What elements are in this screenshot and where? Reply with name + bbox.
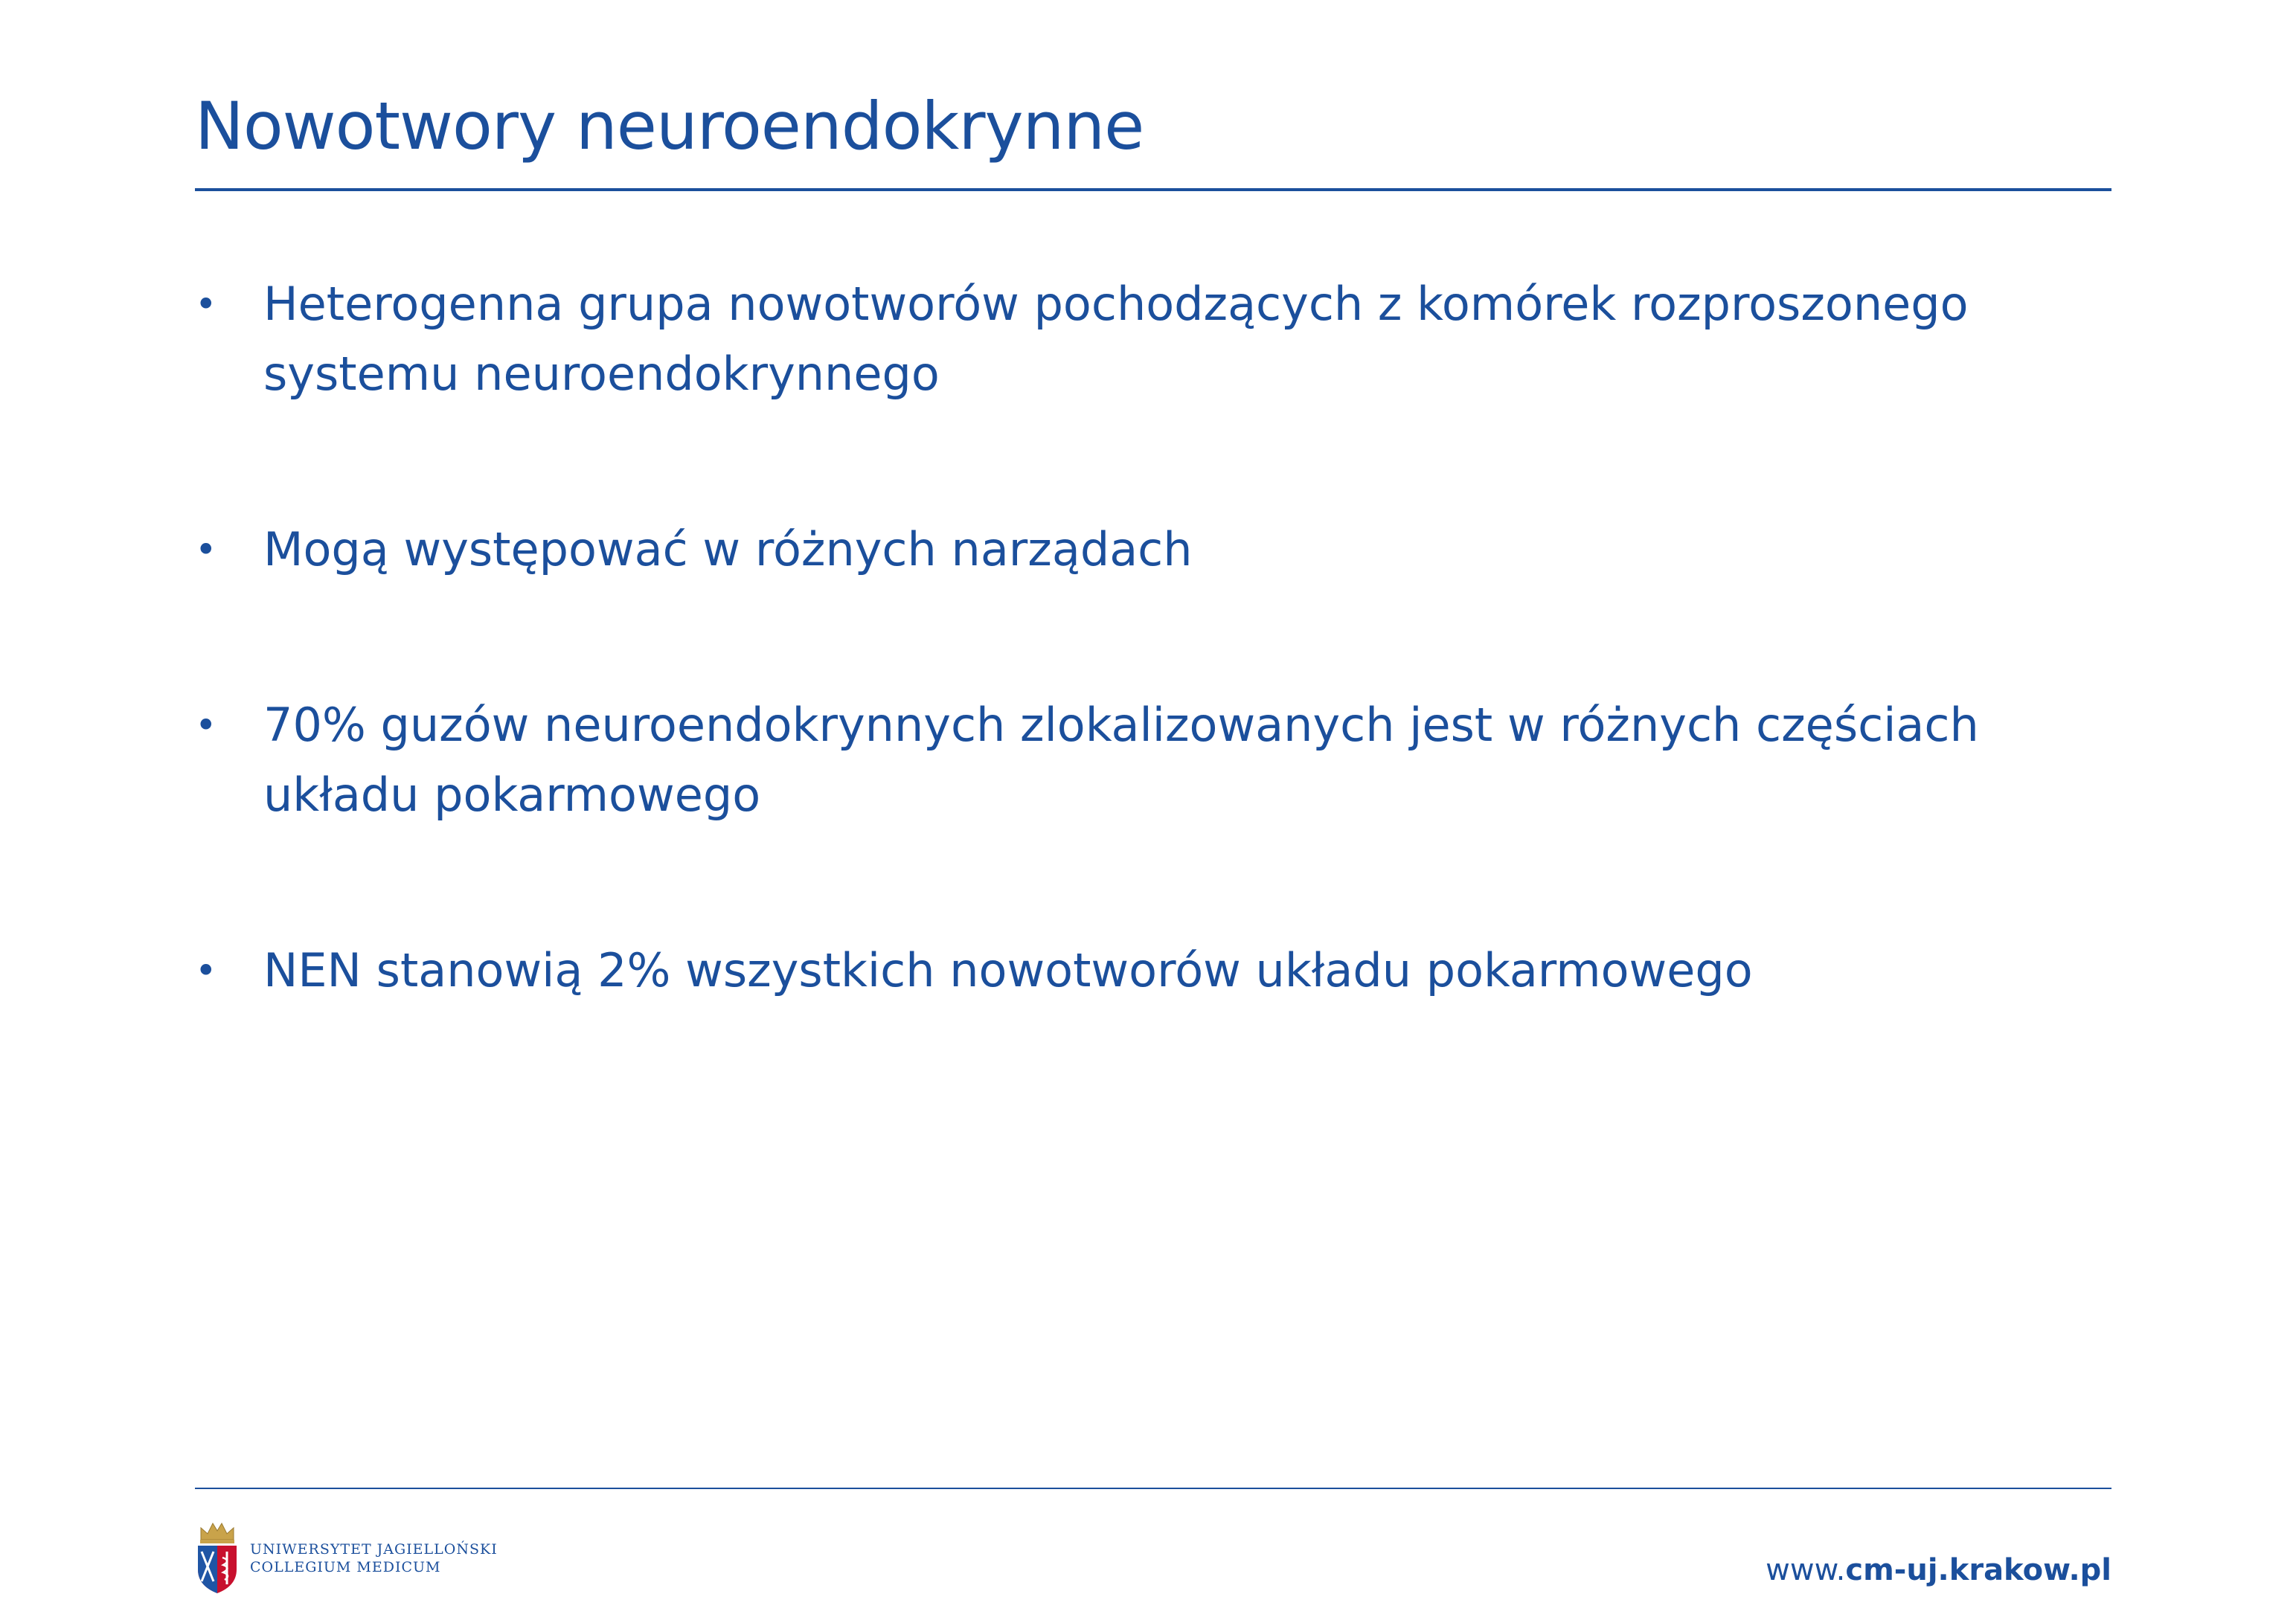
bullet-marker: •	[195, 704, 217, 747]
logo-wordmark	[250, 1536, 498, 1576]
bullet-list	[195, 269, 2100, 1006]
slide-title: Nowotwory neuroendokrynne	[195, 88, 1144, 164]
bullet-text: Heterogenna grupa nowotworów pochodzących z komórek rozproszonego systemu neuroendokrynnego	[263, 277, 1969, 401]
bullet-item	[195, 515, 2100, 585]
bullet-marker: •	[195, 528, 217, 571]
bullet-text: 70% guzów neuroendokrynnych zlokalizowanych jest w różnych częściach układu pokarmowego	[263, 698, 1979, 822]
website-domain: cm-uj.krakow.pl	[1845, 1553, 2111, 1587]
footer-divider	[195, 1488, 2111, 1489]
bullet-marker: •	[195, 283, 217, 326]
bullet-text: Mogą występować w różnych narządach	[263, 522, 1193, 576]
bullet-item	[195, 690, 2100, 830]
website-link[interactable]	[1766, 1553, 2111, 1587]
university-crest-icon	[195, 1517, 240, 1595]
logo-line-university: UNIWERSYTET JAGIELLOŃSKI	[250, 1541, 498, 1558]
website-prefix: www.	[1766, 1553, 1846, 1587]
bullet-text: NEN stanowią 2% wszystkich nowotworów układu pokarmowego	[263, 943, 1753, 997]
bullet-item	[195, 269, 2100, 409]
logo-line-faculty: COLLEGIUM MEDICUM	[250, 1559, 441, 1575]
title-divider	[195, 188, 2111, 191]
university-logo	[195, 1517, 498, 1595]
bullet-item	[195, 936, 2100, 1006]
bullet-marker: •	[195, 949, 217, 992]
